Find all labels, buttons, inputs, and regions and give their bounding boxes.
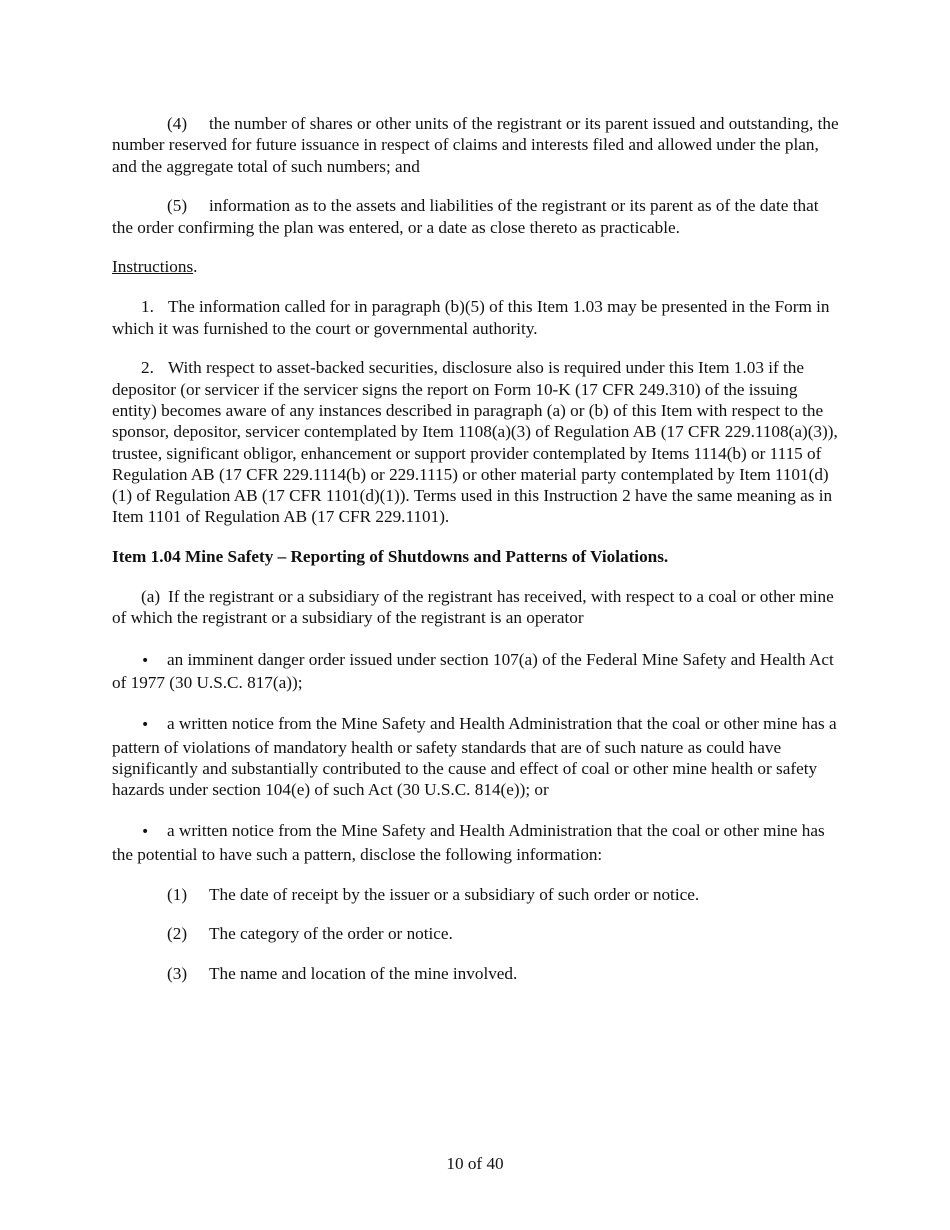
instruction-1 (112, 296, 840, 339)
paragraph-4 (112, 113, 840, 177)
instructions-period: . (193, 257, 198, 277)
paragraph-5 (112, 195, 840, 238)
sub-paragraph-text: If the registrant or a subsidiary of the registrant has received, with respect to a coal or other mine of which the registrant or a subsidiary of the registrant is an operator (112, 587, 834, 628)
bullet-icon: • (141, 824, 150, 841)
paragraph-text: information as to the assets and liabilities of the registrant or its parent as of the date that the order confirming the plan was entered, or a date as close thereto as practicable. (112, 196, 819, 237)
page-number: 10 of 40 (446, 1154, 504, 1173)
numbered-item-2 (112, 923, 840, 944)
instruction-number: 2. (141, 358, 154, 378)
bullet-text: a written notice from the Mine Safety and Health Administration that the coal or other mine has a pattern of violations of mandatory health or safety standards that are of such nature as could have significantly and substantially contributed to the cause and effect of coal or other mine health or safety hazards under section 104(e) of such Act (30 U.S.C. 814(e)); or (112, 714, 837, 800)
bullet-item (112, 649, 840, 694)
numbered-item-1 (112, 884, 840, 905)
bullet-item (112, 713, 840, 800)
bullet-text: a written notice from the Mine Safety and Health Administration that the coal or other mine has the potential to have such a pattern, disclose the following information: (112, 821, 825, 864)
item-text: The name and location of the mine involved. (209, 964, 518, 984)
instruction-2 (112, 357, 840, 527)
item-heading: Item 1.04 Mine Safety – Reporting of Shutdowns and Patterns of Violations. (112, 547, 669, 567)
instructions-label: Instructions (112, 257, 194, 277)
instruction-number: 1. (141, 297, 154, 317)
sub-paragraph-a (112, 586, 840, 629)
item-text: The date of receipt by the issuer or a subsidiary of such order or notice. (209, 884, 700, 904)
paragraph-text: the number of shares or other units of the registrant or its parent issued and outstanding, the number reserved for future issuance in respect of claims and interests filed and allowed under the plan, and the aggregate total of such numbers; and (112, 114, 839, 176)
bullet-item (112, 820, 840, 865)
item-number: (2) (167, 924, 188, 944)
instruction-text: With respect to asset-backed securities, disclosure also is required under this Item 1.03 if the depositor (or servicer if the servicer signs the report on Form 10-K (17 CFR 249.310) of the issuing entity) becomes aware of any instances described in paragraph (a) or (b) of this Item with respect to the sponsor, depositor, servicer contemplated by Item 1108(a)(3) of Regulation AB (17 CFR 229.1108(a)(3)), trustee, significant obligor, enhancement or support provider contemplated by Items 1114(b) or 1115 of Regulation AB (17 CFR 229.1114(b) or 229.1115) or other material party contemplated by Item 1101(d)(1) of Regulation AB (17 CFR 1101(d)(1)). Terms used in this Instruction 2 have the same meaning as in Item 1101 of Regulation AB (17 CFR 229.1101). (112, 358, 838, 527)
paragraph-number: (4) (167, 114, 188, 133)
item-number: (1) (167, 884, 188, 904)
numbered-item-3 (112, 963, 840, 984)
item-number: (3) (167, 964, 188, 984)
instruction-text: The information called for in paragraph (b)(5) of this Item 1.03 may be presented in the Form in which it was furnished to the court or governmental authority. (112, 297, 830, 338)
instructions-heading (112, 256, 840, 277)
paragraph-number: (5) (167, 196, 188, 216)
bullet-text: an imminent danger order issued under section 107(a) of the Federal Mine Safety and Health Act of 1977 (30 U.S.C. 817(a)); (112, 649, 834, 692)
bullet-icon: • (141, 652, 150, 669)
item-text: The category of the order or notice. (209, 924, 453, 944)
bullet-icon: • (141, 717, 150, 734)
sub-paragraph-label: (a) (141, 587, 161, 607)
document-body (112, 113, 840, 1003)
